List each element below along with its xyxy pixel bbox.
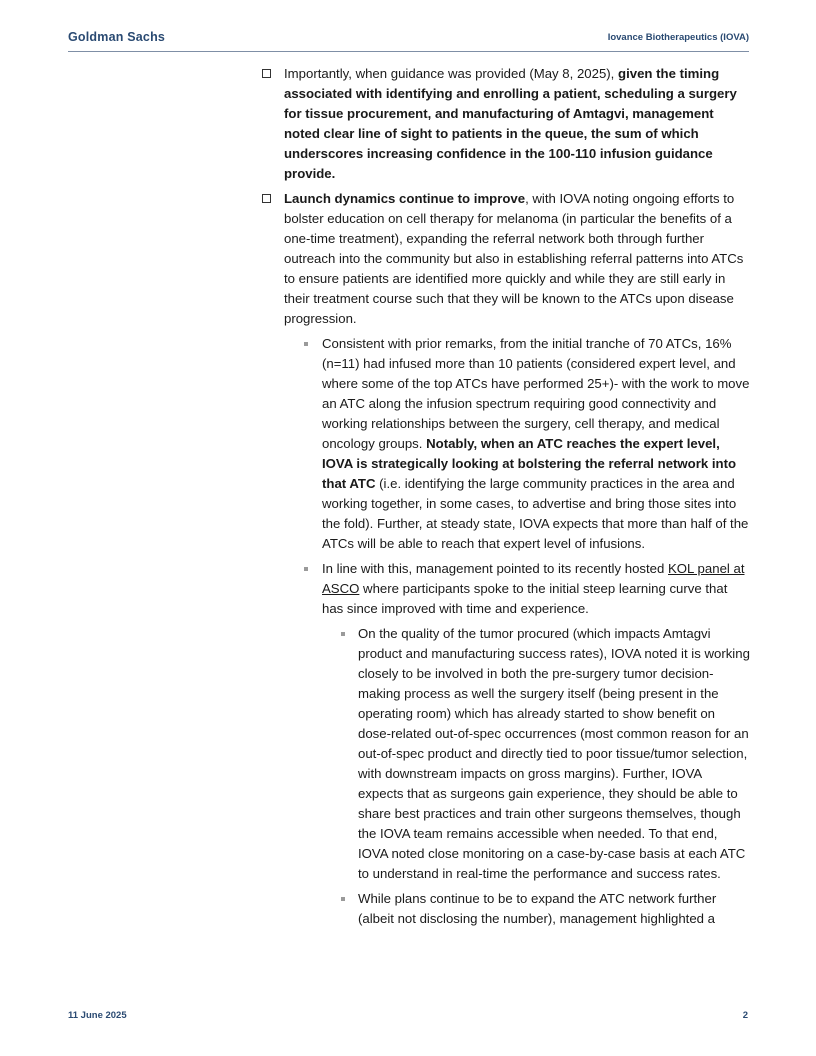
bullet-guidance [260, 64, 750, 184]
sub-bullet-text: Consistent with prior remarks, from the initial tranche of 70 ATCs, 16% (n=11) had infused more than 10 patients (considered expert level, and where some of the top ATCs have performed 25+)- with the work to move an ATC along the infusion spectrum requiring good connectivity and working relationships between the surgery, cell therapy, and medical oncology groups. [322, 336, 750, 451]
sub-sub-bullet-atc-expansion [260, 889, 750, 929]
footer-date: 11 June 2025 [68, 1010, 127, 1021]
square-bullet-icon [304, 567, 308, 571]
kol-panel-link[interactable]: KOL panel at ASCO [322, 561, 745, 596]
page-header [68, 28, 749, 52]
sub-bullet-text: In line with this, management pointed to its recently hosted [322, 561, 668, 576]
brand-logo-text: Goldman Sachs [68, 30, 166, 44]
sub-bullet-text: (i.e. identifying the large community practices in the area and working together, in some cases, to advertise and bring those sites into the fold). Further, at steady state, IOVA expects that more than half of the ATCs will be able to reach that expert level of infusions. [322, 476, 749, 551]
sub-bullet-text: where participants spoke to the initial steep learning curve that has since improved with time and experience. [322, 581, 728, 616]
sub-bullet-bold-text: Notably, when an ATC reaches the expert level, IOVA is strategically looking at bolstering the referral network into that ATC [322, 436, 737, 491]
bullet-text: , with IOVA noting ongoing efforts to bolster education on cell therapy for melanoma (in particular the benefits of a one-time treatment), expanding the referral network both through further outreach into the community but also in establishing referral patterns into ATCs to ensure patients are identified more quickly and while they are still early in their treatment course such that they will be known to the ATCs upon disease progression. [284, 191, 744, 326]
bullet-bold-text: Launch dynamics continue to improve [284, 191, 526, 206]
report-body [260, 64, 750, 934]
sub-sub-bullet-text: On the quality of the tumor procured (which impacts Amtagvi product and manufacturing success rates), IOVA noted it is working closely to be involved in both the pre-surgery tumor decision-making process as well the surgery itself (being present in the operating room) which has already started to show benefit on dose-related out-of-spec occurrences (most common reason for an out-of-spec product and directly tied to poor tissue/tumor selection, with downstream impacts on gross margins). Further, IOVA expects that as surgeons gain experience, they should be able to share best practices and train other surgeons themselves, though the IOVA team remains accessible when needed. To that end, IOVA noted close monitoring on a case-by-case basis at each ATC to understand in real-time the performance and success rates. [358, 626, 750, 881]
sub-bullet-kol-panel [260, 559, 750, 619]
sub-bullet-atc-tranche [260, 334, 750, 554]
checkbox-bullet-icon [262, 194, 271, 203]
sub-sub-bullet-text: While plans continue to be to expand the ATC network further (albeit not disclosing the number), management highlighted a [358, 891, 717, 926]
bullet-text: Importantly, when guidance was provided (May 8, 2025), [284, 66, 619, 81]
sub-sub-bullet-tumor-quality [260, 624, 750, 884]
checkbox-bullet-icon [262, 69, 271, 78]
square-bullet-icon [341, 897, 345, 901]
bullet-bold-text: given the timing associated with identifying and enrolling a patient, scheduling a surgery for tissue procurement, and manufacturing of Amtagvi, management noted clear line of sight to patients in the queue, the sum of which underscores increasing confidence in the 100-110 infusion guidance provide. [284, 66, 737, 181]
bullet-launch-dynamics [260, 189, 750, 329]
page-number: 2 [742, 1010, 748, 1021]
company-ticker: Iovance Biotherapeutics (IOVA) [607, 32, 749, 43]
square-bullet-icon [304, 342, 308, 346]
square-bullet-icon [341, 632, 345, 636]
